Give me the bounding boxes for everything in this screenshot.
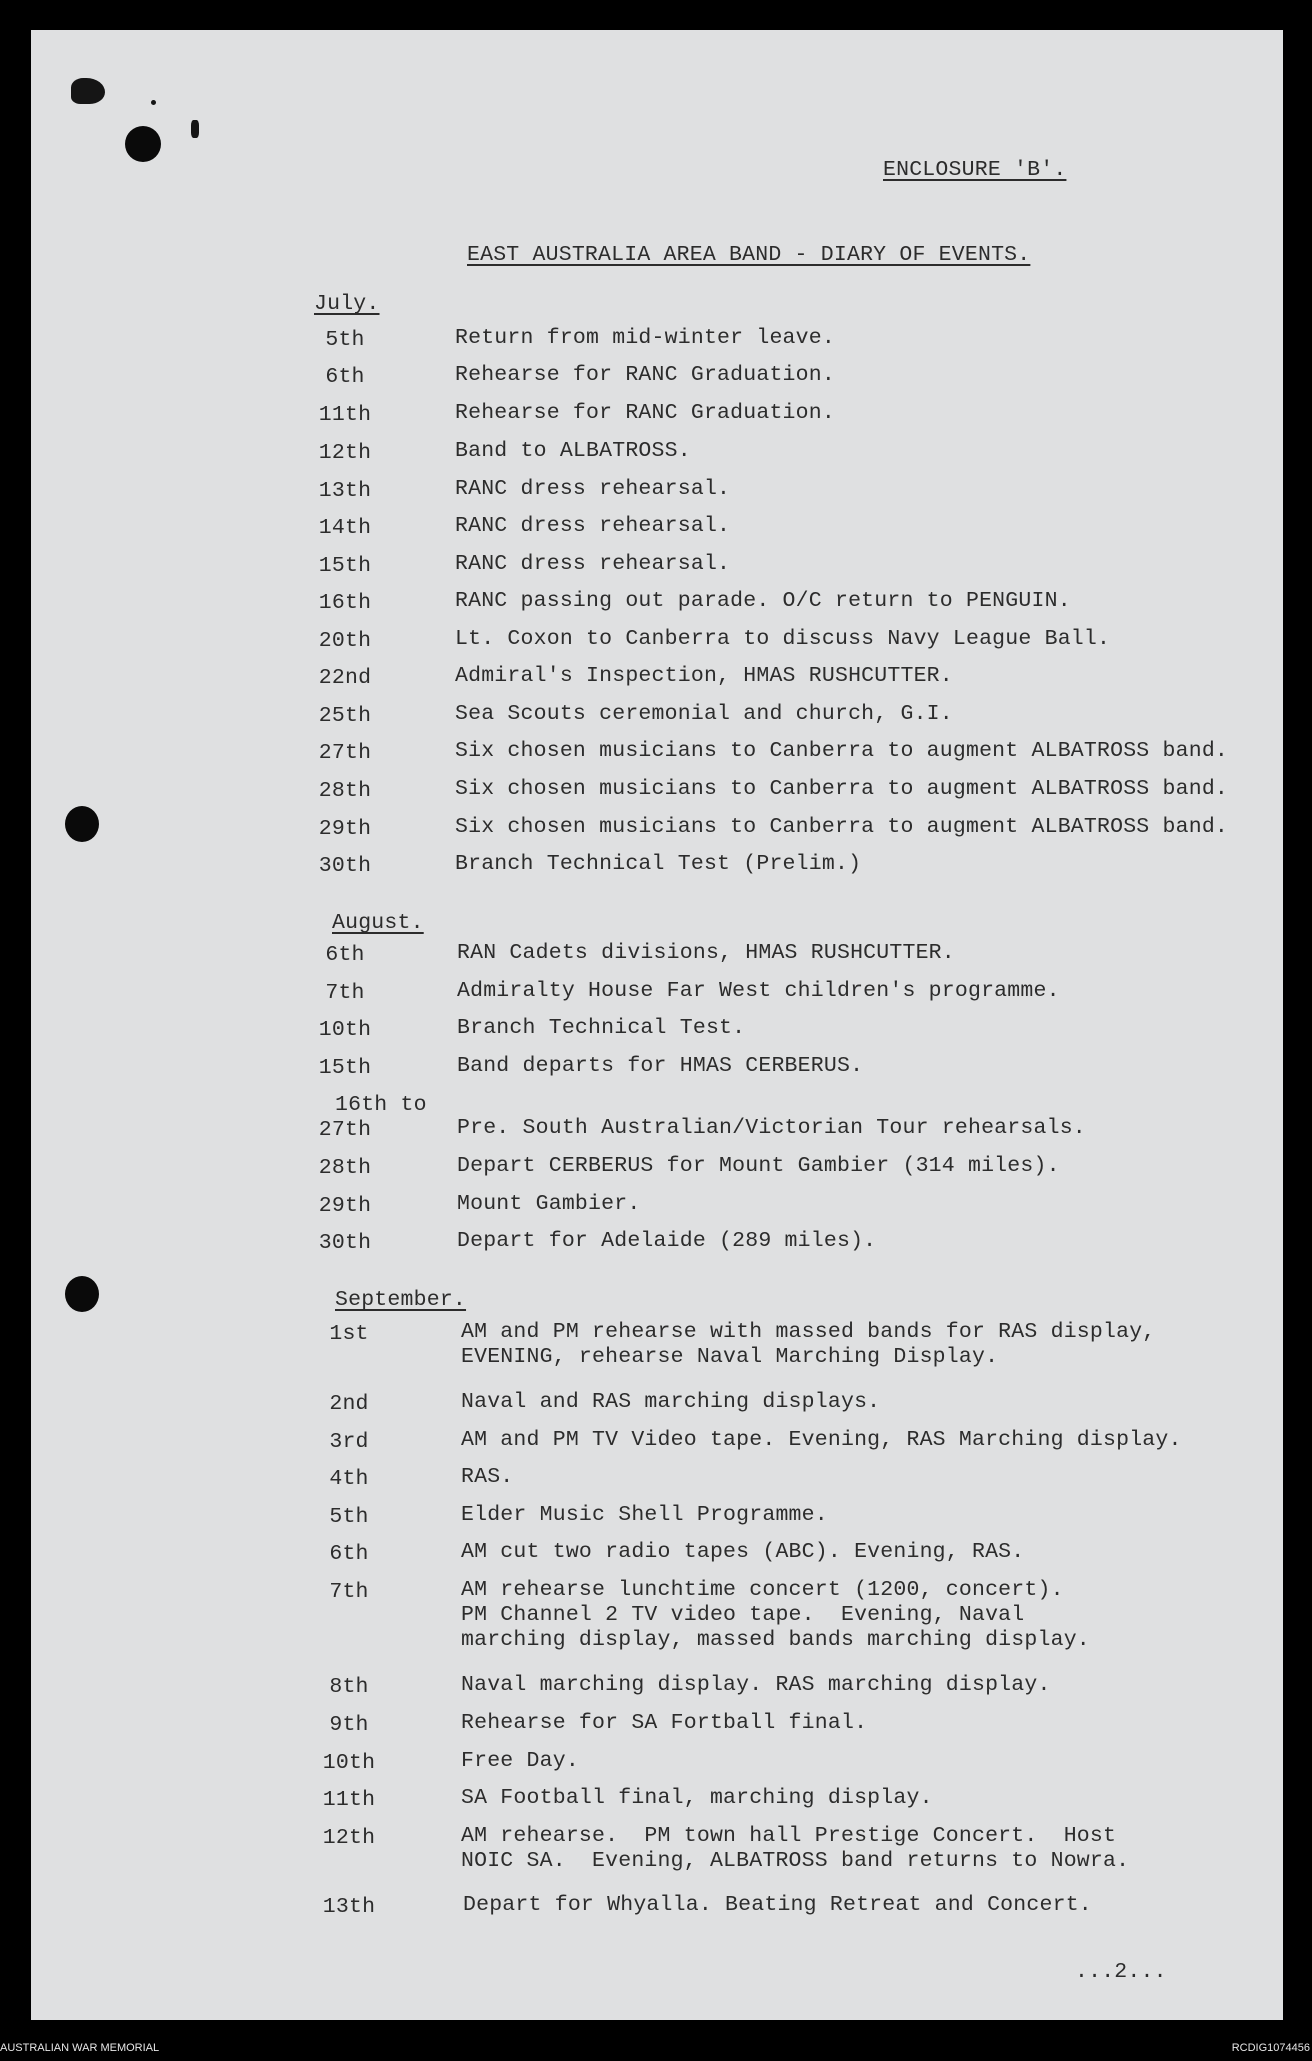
entry-day: 7th — [329, 1580, 369, 1604]
entry-event: Six chosen musicians to Canberra to augment ALBATROSS band. — [455, 739, 1229, 763]
entry-day: 25th — [318, 704, 372, 728]
entry-event: Band to ALBATROSS. — [455, 439, 691, 463]
month-heading-september: September. — [335, 1288, 467, 1312]
page-continuation: ...2... — [1075, 1960, 1167, 1984]
entry-event: Elder Music Shell Programme. — [461, 1503, 828, 1527]
entry-day: 27th — [318, 1118, 372, 1142]
paper-tear-mark-small — [191, 120, 199, 138]
punch-hole-lower — [65, 1276, 99, 1312]
entry-day: 16th — [318, 591, 372, 615]
entry-day: 13th — [322, 1895, 376, 1919]
entry-day: 1st — [329, 1322, 369, 1346]
entry-day: 10th — [322, 1751, 376, 1775]
entry-event: Free Day. — [461, 1749, 579, 1773]
entry-day: 28th — [318, 1156, 372, 1180]
entry-event: Return from mid-winter leave. — [455, 326, 835, 350]
entry-event: Rehearse for SA Fortball final. — [461, 1711, 868, 1735]
entry-day: 29th — [318, 1194, 372, 1218]
paper-tear-mark — [71, 78, 105, 104]
entry-event: Six chosen musicians to Canberra to augment ALBATROSS band. — [455, 815, 1229, 839]
entry-event: AM and PM TV Video tape. Evening, RAS Marching display. — [461, 1428, 1182, 1452]
entry-day: 11th — [318, 403, 372, 427]
entry-day: 5th — [329, 1505, 369, 1529]
entry-day: 28th — [318, 779, 372, 803]
archive-footer-left: AUSTRALIAN WAR MEMORIAL — [0, 2042, 160, 2054]
entry-event: Depart for Adelaide (289 miles). — [457, 1229, 877, 1253]
entry-event: RAN Cadets divisions, HMAS RUSHCUTTER. — [457, 941, 955, 965]
entry-event: Sea Scouts ceremonial and church, G.I. — [455, 702, 953, 726]
entry-event: Band departs for HMAS CERBERUS. — [457, 1054, 864, 1078]
entry-event: Rehearse for RANC Graduation. — [455, 401, 835, 425]
entry-event: SA Football final, marching display. — [461, 1786, 933, 1810]
month-heading-july: July. — [314, 292, 380, 316]
entry-day: 5th — [325, 328, 365, 352]
entry-day: 10th — [318, 1018, 372, 1042]
entry-day: 4th — [329, 1467, 369, 1491]
entry-event: RANC dress rehearsal. — [455, 514, 731, 538]
entry-event: AM and PM rehearse with massed bands for RAS display, EVENING, rehearse Naval Marching Display. — [461, 1320, 1156, 1369]
entry-day: 2nd — [329, 1392, 369, 1416]
entry-event: Admiral's Inspection, HMAS RUSHCUTTER. — [455, 664, 953, 688]
entry-event: Naval and RAS marching displays. — [461, 1390, 881, 1414]
entry-event: Naval marching display. RAS marching display. — [461, 1673, 1051, 1697]
entry-day: 12th — [322, 1826, 376, 1850]
entry-day: 30th — [318, 1231, 372, 1255]
entry-event: AM rehearse lunchtime concert (1200, concert). PM Channel 2 TV video tape. Evening, Naval marching display, massed bands marching display. — [461, 1578, 1090, 1652]
entry-day: 6th — [325, 943, 365, 967]
entry-day: 15th — [318, 554, 372, 578]
entry-event: Pre. South Australian/Victorian Tour rehearsals. — [457, 1116, 1086, 1140]
entry-day: 7th — [325, 981, 365, 1005]
paper-dot — [151, 100, 156, 105]
entry-day: 6th — [325, 365, 365, 389]
entry-day: 13th — [318, 479, 372, 503]
punch-hole-top — [125, 126, 161, 162]
entry-day: 22nd — [318, 666, 372, 690]
entry-event: Six chosen musicians to Canberra to augment ALBATROSS band. — [455, 777, 1229, 801]
entry-event: RANC passing out parade. O/C return to PENGUIN. — [455, 589, 1071, 613]
entry-day: 20th — [318, 629, 372, 653]
entry-event: AM cut two radio tapes (ABC). Evening, RAS. — [461, 1540, 1025, 1564]
entry-event: AM rehearse. PM town hall Prestige Concert. Host NOIC SA. Evening, ALBATROSS band returns to Nowra. — [461, 1824, 1130, 1873]
entry-event: Branch Technical Test. — [457, 1016, 746, 1040]
document-page — [31, 30, 1283, 2020]
month-heading-august: August. — [332, 911, 424, 935]
entry-event: RANC dress rehearsal. — [455, 552, 731, 576]
entry-event: RAS. — [461, 1465, 514, 1489]
entry-event: Lt. Coxon to Canberra to discuss Navy League Ball. — [455, 627, 1111, 651]
entry-day: 8th — [329, 1675, 369, 1699]
entry-day: 6th — [329, 1542, 369, 1566]
entry-day: 15th — [318, 1056, 372, 1080]
entry-day: 12th — [318, 441, 372, 465]
entry-day: 11th — [322, 1788, 376, 1812]
entry-event: RANC dress rehearsal. — [455, 477, 731, 501]
entry-event: Depart CERBERUS for Mount Gambier (314 miles). — [457, 1154, 1060, 1178]
entry-event: Branch Technical Test (Prelim.) — [455, 852, 862, 876]
entry-event: Mount Gambier. — [457, 1192, 641, 1216]
entry-day: 27th — [318, 741, 372, 765]
entry-day: 16th to — [335, 1093, 427, 1117]
entry-day: 9th — [329, 1713, 369, 1737]
punch-hole-middle — [65, 806, 99, 842]
enclosure-label: ENCLOSURE 'B'. — [883, 158, 1067, 182]
document-title: EAST AUSTRALIA AREA BAND - DIARY OF EVENTS. — [467, 243, 1031, 267]
archive-footer-right: RCDIG1074456 — [1231, 2042, 1310, 2054]
entry-day: 29th — [318, 817, 372, 841]
entry-event: Admiralty House Far West children's programme. — [457, 979, 1060, 1003]
entry-event: Rehearse for RANC Graduation. — [455, 363, 835, 387]
entry-day: 30th — [318, 854, 372, 878]
entry-event: Depart for Whyalla. Beating Retreat and Concert. — [463, 1893, 1092, 1917]
entry-day: 14th — [318, 516, 372, 540]
entry-day: 3rd — [329, 1430, 369, 1454]
